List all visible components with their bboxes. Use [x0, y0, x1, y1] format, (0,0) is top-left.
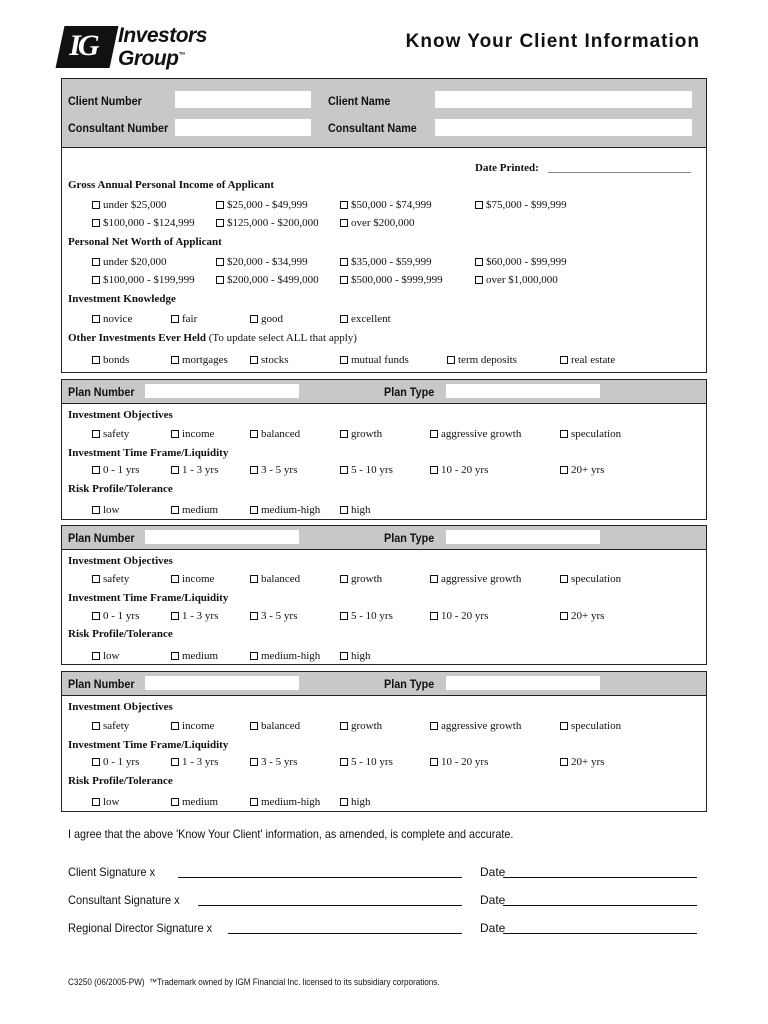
- objective-option[interactable]: aggressive growth: [430, 573, 521, 585]
- checkbox[interactable]: [171, 722, 179, 730]
- timeframe-option[interactable]: 3 - 5 yrs: [250, 464, 297, 476]
- client-name-input[interactable]: [435, 91, 692, 108]
- timeframe-option[interactable]: 20+ yrs: [560, 756, 604, 768]
- networth-title: Personal Net Worth of Applicant: [68, 236, 222, 248]
- risk-option[interactable]: high: [340, 504, 371, 516]
- objectives-title: Investment Objectives: [68, 701, 173, 713]
- client-number-label: Client Number: [68, 94, 142, 108]
- director-signature-line[interactable]: [228, 933, 462, 934]
- objective-option[interactable]: growth: [340, 573, 382, 585]
- other-investment-option[interactable]: mutual funds: [340, 354, 409, 366]
- other-investment-option[interactable]: term deposits: [447, 354, 517, 366]
- checkbox[interactable]: [340, 356, 348, 364]
- checkbox[interactable]: [250, 652, 258, 660]
- investors-group-logo: [60, 26, 220, 70]
- checkbox[interactable]: [250, 575, 258, 583]
- checkbox[interactable]: [340, 466, 348, 474]
- income-option[interactable]: $100,000 - $124,999: [92, 217, 195, 229]
- checkbox[interactable]: [340, 506, 348, 514]
- checkbox[interactable]: [560, 430, 568, 438]
- checkbox[interactable]: [250, 758, 258, 766]
- timeframe-option[interactable]: 5 - 10 yrs: [340, 464, 393, 476]
- checkbox[interactable]: [560, 356, 568, 364]
- checkbox[interactable]: [430, 612, 438, 620]
- timeframe-option[interactable]: 10 - 20 yrs: [430, 610, 488, 622]
- checkbox[interactable]: [340, 722, 348, 730]
- risk-option[interactable]: medium: [171, 796, 218, 808]
- client-profile-box: [61, 147, 707, 373]
- plan-number-input[interactable]: [145, 384, 299, 398]
- plan-header: [62, 526, 706, 550]
- risk-option[interactable]: high: [340, 796, 371, 808]
- checkbox[interactable]: [92, 201, 100, 209]
- checkbox[interactable]: [475, 201, 483, 209]
- date-printed-line[interactable]: __________________________: [548, 162, 691, 174]
- timeframe-option[interactable]: 10 - 20 yrs: [430, 756, 488, 768]
- checkbox[interactable]: [430, 466, 438, 474]
- timeframe-option[interactable]: 3 - 5 yrs: [250, 756, 297, 768]
- client-signature-line[interactable]: [178, 877, 462, 878]
- other-investment-option[interactable]: bonds: [92, 354, 129, 366]
- consultant-date-line[interactable]: [503, 905, 697, 906]
- risk-option[interactable]: low: [92, 504, 120, 516]
- plan-number-input[interactable]: [145, 530, 299, 544]
- checkbox[interactable]: [340, 575, 348, 583]
- checkbox[interactable]: [560, 722, 568, 730]
- plan-type-label: Plan Type: [384, 385, 435, 399]
- income-option[interactable]: $50,000 - $74,999: [340, 199, 432, 211]
- plan-type-input[interactable]: [446, 676, 600, 690]
- plan-type-label: Plan Type: [384, 677, 435, 691]
- checkbox[interactable]: [92, 430, 100, 438]
- knowledge-option[interactable]: good: [250, 313, 283, 325]
- other-investment-option[interactable]: real estate: [560, 354, 615, 366]
- objective-option[interactable]: growth: [340, 720, 382, 732]
- consultant-signature-label: Consultant Signature x: [68, 893, 180, 907]
- client-date-line[interactable]: [503, 877, 697, 878]
- client-date-label: Date: [480, 865, 506, 879]
- trademark-notice: ™Trademark owned by IGM Financial Inc. licensed to its subsidiary corporations.: [149, 977, 440, 987]
- objective-option[interactable]: aggressive growth: [430, 428, 521, 440]
- footer: [68, 977, 440, 987]
- risk-option[interactable]: medium-high: [250, 504, 320, 516]
- timeframe-option[interactable]: 1 - 3 yrs: [171, 464, 218, 476]
- timeframe-option[interactable]: 20+ yrs: [560, 610, 604, 622]
- ig-logo-mark: IG: [56, 26, 119, 68]
- checkbox[interactable]: [92, 356, 100, 364]
- client-number-input[interactable]: [175, 91, 311, 108]
- risk-option[interactable]: medium-high: [250, 796, 320, 808]
- consultant-date-label: Date: [480, 893, 506, 907]
- director-date-label: Date: [480, 921, 506, 935]
- timeframe-option[interactable]: 10 - 20 yrs: [430, 464, 488, 476]
- checkbox[interactable]: [340, 612, 348, 620]
- knowledge-option[interactable]: excellent: [340, 313, 391, 325]
- objective-option[interactable]: balanced: [250, 720, 300, 732]
- consultant-name-input[interactable]: [435, 119, 692, 136]
- checkbox[interactable]: [92, 315, 100, 323]
- networth-option[interactable]: $35,000 - $59,999: [340, 256, 432, 268]
- checkbox[interactable]: [250, 315, 258, 323]
- checkbox[interactable]: [340, 219, 348, 227]
- networth-option[interactable]: over $1,000,000: [475, 274, 558, 286]
- logo-wordmark: Investors Group™: [118, 24, 207, 70]
- consultant-number-label: Consultant Number: [68, 121, 169, 135]
- client-name-label: Client Name: [328, 94, 391, 108]
- plan-type-input[interactable]: [446, 530, 600, 544]
- checkbox[interactable]: [447, 356, 455, 364]
- plan-box-3: [61, 671, 707, 812]
- plan-box-1: [61, 379, 707, 520]
- checkbox[interactable]: [560, 612, 568, 620]
- checkbox[interactable]: [216, 201, 224, 209]
- objective-option[interactable]: balanced: [250, 573, 300, 585]
- checkbox[interactable]: [92, 798, 100, 806]
- timeframe-title: Investment Time Frame/Liquidity: [68, 739, 229, 751]
- other-investments-title: Other Investments Ever Held (To update select ALL that apply): [68, 332, 357, 344]
- checkbox[interactable]: [250, 430, 258, 438]
- timeframe-title: Investment Time Frame/Liquidity: [68, 447, 229, 459]
- objectives-title: Investment Objectives: [68, 409, 173, 421]
- networth-option[interactable]: $60,000 - $99,999: [475, 256, 567, 268]
- checkbox[interactable]: [171, 652, 179, 660]
- timeframe-option[interactable]: 0 - 1 yrs: [92, 610, 139, 622]
- checkbox[interactable]: [216, 276, 224, 284]
- checkbox[interactable]: [92, 758, 100, 766]
- checkbox[interactable]: [92, 506, 100, 514]
- client-info-box: [61, 78, 707, 148]
- checkbox[interactable]: [171, 798, 179, 806]
- plan-number-label: Plan Number: [68, 531, 135, 545]
- objective-option[interactable]: safety: [92, 573, 129, 585]
- timeframe-option[interactable]: 5 - 10 yrs: [340, 610, 393, 622]
- timeframe-option[interactable]: 20+ yrs: [560, 464, 604, 476]
- checkbox[interactable]: [171, 466, 179, 474]
- checkbox[interactable]: [250, 466, 258, 474]
- risk-title: Risk Profile/Tolerance: [68, 483, 173, 495]
- checkbox[interactable]: [171, 575, 179, 583]
- checkbox[interactable]: [560, 466, 568, 474]
- checkbox[interactable]: [92, 258, 100, 266]
- checkbox[interactable]: [171, 506, 179, 514]
- knowledge-option[interactable]: novice: [92, 313, 132, 325]
- checkbox[interactable]: [250, 356, 258, 364]
- checkbox[interactable]: [92, 466, 100, 474]
- timeframe-option[interactable]: 5 - 10 yrs: [340, 756, 393, 768]
- checkbox[interactable]: [171, 430, 179, 438]
- risk-title: Risk Profile/Tolerance: [68, 775, 173, 787]
- objective-option[interactable]: income: [171, 573, 214, 585]
- risk-option[interactable]: low: [92, 796, 120, 808]
- networth-option[interactable]: under $20,000: [92, 256, 167, 268]
- risk-option[interactable]: medium: [171, 650, 218, 662]
- timeframe-option[interactable]: 0 - 1 yrs: [92, 756, 139, 768]
- plan-box-2: [61, 525, 707, 665]
- plan-number-label: Plan Number: [68, 385, 135, 399]
- checkbox[interactable]: [340, 258, 348, 266]
- checkbox[interactable]: [92, 652, 100, 660]
- timeframe-title: Investment Time Frame/Liquidity: [68, 592, 229, 604]
- checkbox[interactable]: [171, 315, 179, 323]
- checkbox[interactable]: [250, 506, 258, 514]
- knowledge-title: Investment Knowledge: [68, 293, 176, 305]
- objective-option[interactable]: income: [171, 428, 214, 440]
- objective-option[interactable]: safety: [92, 428, 129, 440]
- client-signature-label: Client Signature x: [68, 865, 156, 879]
- checkbox[interactable]: [430, 575, 438, 583]
- checkbox[interactable]: [430, 758, 438, 766]
- objective-option[interactable]: speculation: [560, 573, 621, 585]
- checkbox[interactable]: [171, 612, 179, 620]
- checkbox[interactable]: [340, 315, 348, 323]
- checkbox[interactable]: [340, 758, 348, 766]
- objective-option[interactable]: aggressive growth: [430, 720, 521, 732]
- checkbox[interactable]: [560, 758, 568, 766]
- income-option[interactable]: over $200,000: [340, 217, 415, 229]
- agreement-statement: I agree that the above 'Know Your Client' information, as amended, is complete and accurate.: [68, 827, 514, 841]
- checkbox[interactable]: [92, 219, 100, 227]
- checkbox[interactable]: [560, 575, 568, 583]
- consultant-name-label: Consultant Name: [328, 121, 417, 135]
- networth-option[interactable]: $100,000 - $199,999: [92, 274, 195, 286]
- networth-option[interactable]: $500,000 - $999,999: [340, 274, 443, 286]
- income-option[interactable]: under $25,000: [92, 199, 167, 211]
- income-title: Gross Annual Personal Income of Applicant: [68, 179, 275, 191]
- director-date-line[interactable]: [503, 933, 697, 934]
- checkbox[interactable]: [430, 722, 438, 730]
- checkbox[interactable]: [475, 258, 483, 266]
- risk-option[interactable]: high: [340, 650, 371, 662]
- checkbox[interactable]: [171, 758, 179, 766]
- checkbox[interactable]: [92, 612, 100, 620]
- objective-option[interactable]: growth: [340, 428, 382, 440]
- networth-option[interactable]: $200,000 - $499,000: [216, 274, 319, 286]
- plan-number-input[interactable]: [145, 676, 299, 690]
- timeframe-option[interactable]: 3 - 5 yrs: [250, 610, 297, 622]
- checkbox[interactable]: [92, 276, 100, 284]
- risk-option[interactable]: low: [92, 650, 120, 662]
- networth-option[interactable]: $20,000 - $34,999: [216, 256, 308, 268]
- other-investment-option[interactable]: stocks: [250, 354, 289, 366]
- checkbox[interactable]: [250, 722, 258, 730]
- checkbox[interactable]: [475, 276, 483, 284]
- objective-option[interactable]: speculation: [560, 428, 621, 440]
- checkbox[interactable]: [340, 652, 348, 660]
- plan-type-label: Plan Type: [384, 531, 435, 545]
- checkbox[interactable]: [430, 430, 438, 438]
- plan-header: [62, 672, 706, 696]
- knowledge-option[interactable]: fair: [171, 313, 197, 325]
- objective-option[interactable]: balanced: [250, 428, 300, 440]
- form-code: C3250 (06/2005-PW): [68, 977, 145, 987]
- checkbox[interactable]: [216, 258, 224, 266]
- director-signature-label: Regional Director Signature x: [68, 921, 213, 935]
- risk-title: Risk Profile/Tolerance: [68, 628, 173, 640]
- objective-option[interactable]: safety: [92, 720, 129, 732]
- objective-option[interactable]: income: [171, 720, 214, 732]
- objectives-title: Investment Objectives: [68, 555, 173, 567]
- checkbox[interactable]: [250, 798, 258, 806]
- plan-number-label: Plan Number: [68, 677, 135, 691]
- other-investment-option[interactable]: mortgages: [171, 354, 228, 366]
- checkbox[interactable]: [340, 798, 348, 806]
- checkbox[interactable]: [92, 722, 100, 730]
- timeframe-option[interactable]: 1 - 3 yrs: [171, 610, 218, 622]
- income-option[interactable]: $25,000 - $49,999: [216, 199, 308, 211]
- checkbox[interactable]: [340, 430, 348, 438]
- timeframe-option[interactable]: 1 - 3 yrs: [171, 756, 218, 768]
- consultant-number-input[interactable]: [175, 119, 311, 136]
- date-printed-label: Date Printed:: [475, 162, 539, 174]
- checkbox[interactable]: [250, 612, 258, 620]
- checkbox[interactable]: [92, 575, 100, 583]
- checkbox[interactable]: [340, 201, 348, 209]
- plan-type-input[interactable]: [446, 384, 600, 398]
- risk-option[interactable]: medium-high: [250, 650, 320, 662]
- checkbox[interactable]: [340, 276, 348, 284]
- risk-option[interactable]: medium: [171, 504, 218, 516]
- objective-option[interactable]: speculation: [560, 720, 621, 732]
- income-option[interactable]: $75,000 - $99,999: [475, 199, 567, 211]
- page-title: Know Your Client Information: [405, 31, 700, 52]
- consultant-signature-line[interactable]: [198, 905, 462, 906]
- checkbox[interactable]: [171, 356, 179, 364]
- timeframe-option[interactable]: 0 - 1 yrs: [92, 464, 139, 476]
- income-option[interactable]: $125,000 - $200,000: [216, 217, 319, 229]
- checkbox[interactable]: [216, 219, 224, 227]
- plan-header: [62, 380, 706, 404]
